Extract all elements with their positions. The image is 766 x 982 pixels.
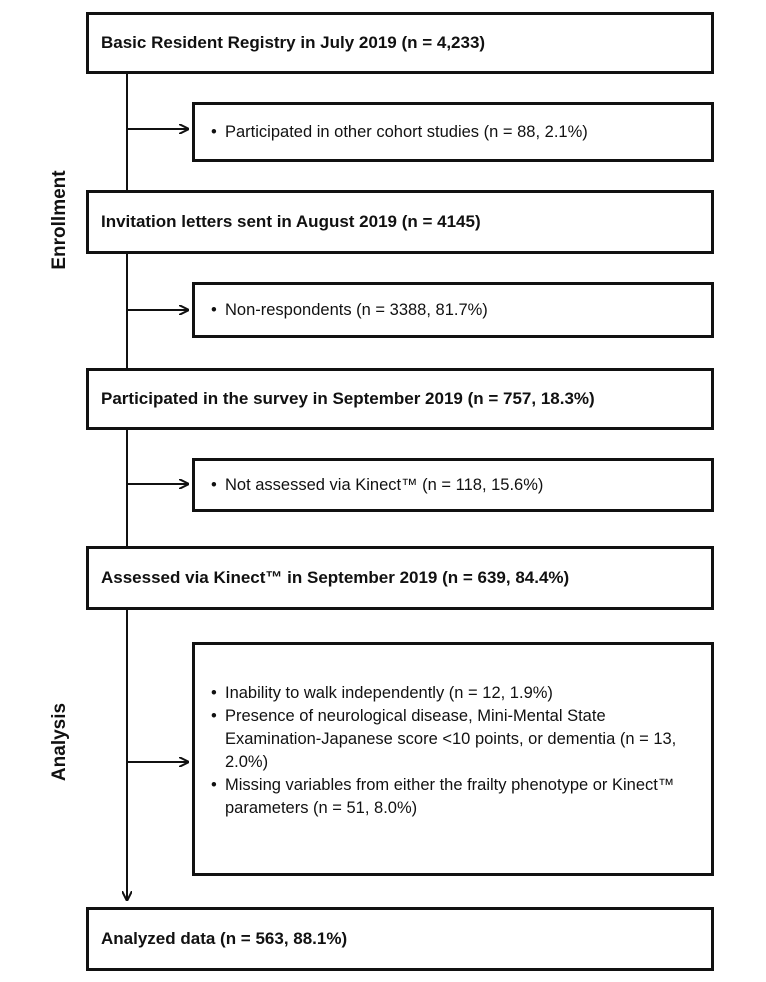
enrollment-label: Enrollment	[49, 170, 70, 270]
analyzed-text: Analyzed data (n = 563, 88.1%)	[101, 929, 348, 948]
invitation-text: Invitation letters sent in August 2019 (n = 4145)	[101, 212, 481, 231]
not-assessed-exclusion-box	[192, 458, 714, 512]
analysis-exclusion-list	[209, 682, 699, 820]
analysis-label: Analysis	[49, 702, 70, 782]
not-assessed-list	[209, 474, 543, 497]
other-cohort-list	[209, 121, 588, 144]
invitation-box	[86, 190, 714, 254]
other-cohort-exclusion-box	[192, 102, 714, 162]
registry-text: Basic Resident Registry in July 2019 (n = 4,233)	[101, 33, 486, 52]
non-respondents-item: • Non-respondents (n = 3388, 81.7%)	[209, 299, 488, 322]
assessed-text: Assessed via Kinect™ in September 2019 (n = 639, 84.4%)	[101, 568, 570, 587]
non-respondents-list	[209, 299, 488, 322]
non-respondents-exclusion-box	[192, 282, 714, 338]
analyzed-box	[86, 907, 714, 971]
exclusion-item-walk: • Inability to walk independently (n = 12, 1.9%)	[209, 682, 699, 705]
participated-text: Participated in the survey in September 2019 (n = 757, 18.3%)	[101, 389, 595, 408]
exclusion-item-neuro: • Presence of neurological disease, Mini-Mental State Examination-Japanese score <10 points, or dementia (n = 13, 2.0%)	[209, 705, 699, 774]
other-cohort-item: • Participated in other cohort studies (n = 88, 2.1%)	[209, 121, 588, 144]
participated-box	[86, 368, 714, 430]
analysis-exclusion-box	[192, 642, 714, 876]
not-assessed-item: • Not assessed via Kinect™ (n = 118, 15.6%)	[209, 474, 543, 497]
exclusion-item-missing: • Missing variables from either the frailty phenotype or Kinect™ parameters (n = 51, 8.0%)	[209, 774, 699, 820]
assessed-box	[86, 546, 714, 610]
registry-box	[86, 12, 714, 74]
